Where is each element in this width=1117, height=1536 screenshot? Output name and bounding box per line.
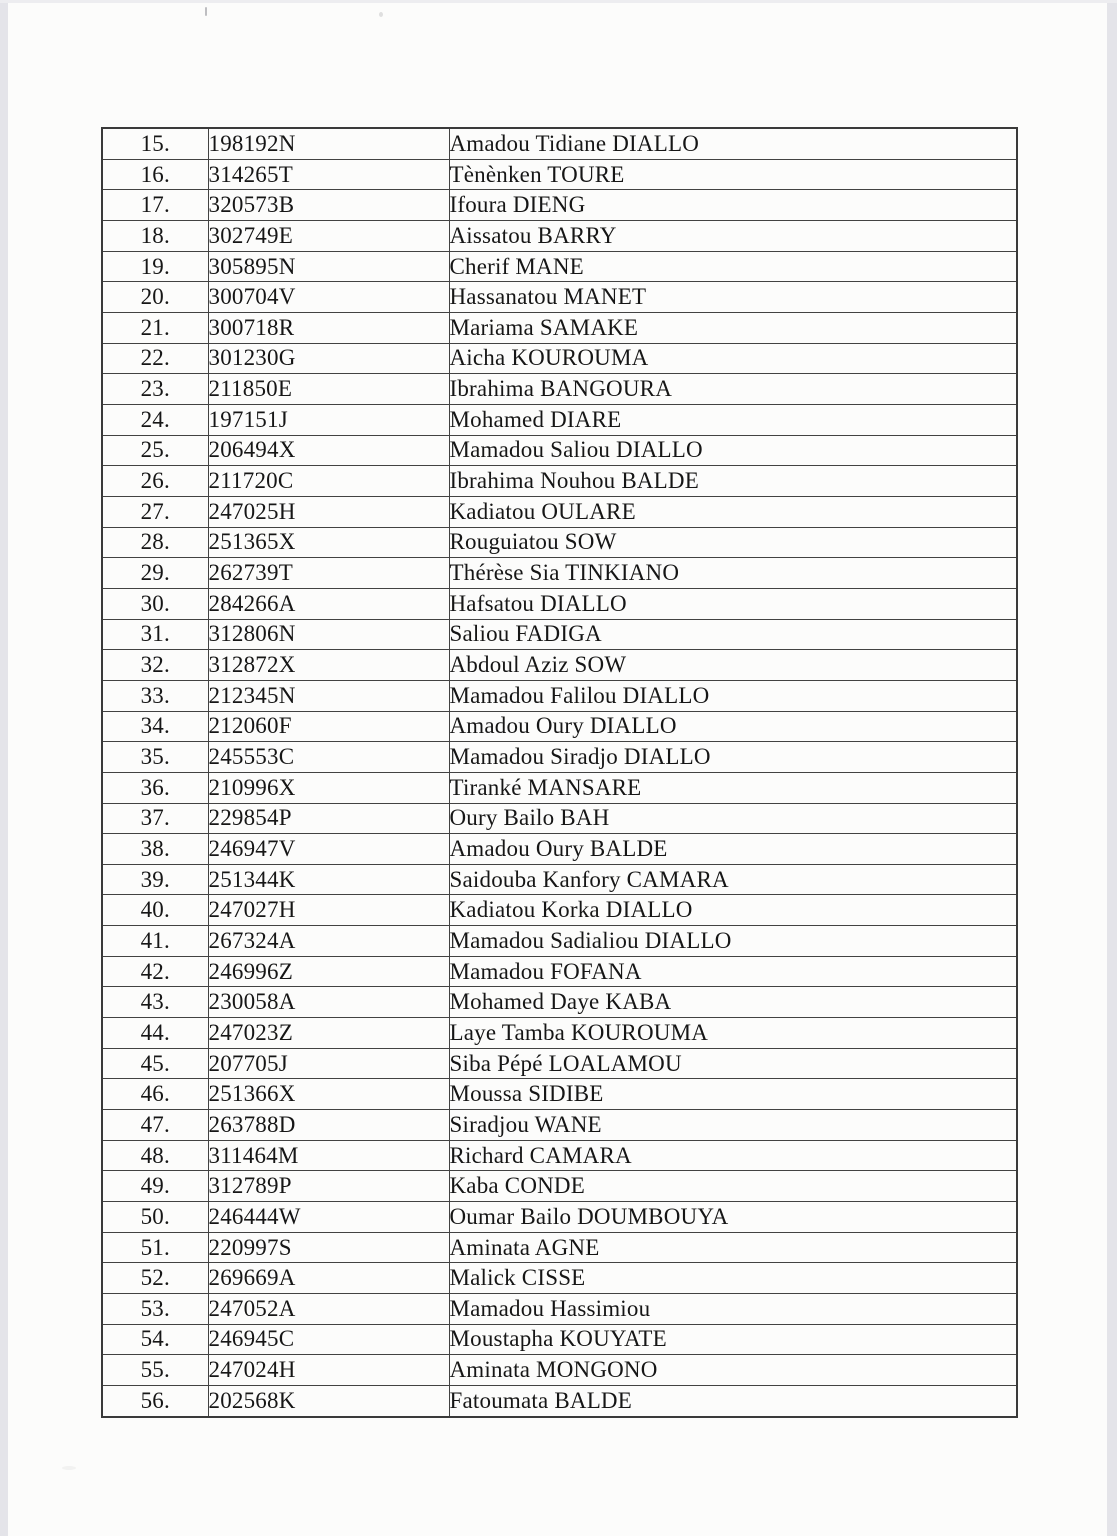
row-number-cell: 21.	[102, 313, 208, 344]
row-number-cell: 28.	[102, 527, 208, 558]
row-number-cell: 19.	[102, 251, 208, 282]
row-number-cell: 30.	[102, 588, 208, 619]
name-cell: Oury Bailo BAH	[449, 803, 1017, 834]
name-cell: Aissatou BARRY	[449, 221, 1017, 252]
table-row	[102, 1110, 1017, 1141]
row-number-cell: 15.	[102, 128, 208, 159]
table-row	[102, 527, 1017, 558]
table-row	[102, 1202, 1017, 1233]
row-number-cell: 46.	[102, 1079, 208, 1110]
name-cell: Kadiatou Korka DIALLO	[449, 895, 1017, 926]
table-row	[102, 404, 1017, 435]
id-code-cell: 211850E	[208, 374, 449, 405]
id-code-cell: 302749E	[208, 221, 449, 252]
row-number-cell: 39.	[102, 864, 208, 895]
name-cell: Richard CAMARA	[449, 1140, 1017, 1171]
id-code-cell: 246947V	[208, 834, 449, 865]
table-row	[102, 1294, 1017, 1325]
id-code-cell: 247023Z	[208, 1018, 449, 1049]
table-row	[102, 834, 1017, 865]
id-code-cell: 251365X	[208, 527, 449, 558]
table-row	[102, 282, 1017, 313]
row-number-cell: 43.	[102, 987, 208, 1018]
name-cell: Mamadou Hassimiou	[449, 1294, 1017, 1325]
name-cell: Mamadou Saliou DIALLO	[449, 435, 1017, 466]
name-cell: Kaba CONDE	[449, 1171, 1017, 1202]
name-cell: Cherif MANE	[449, 251, 1017, 282]
id-code-cell: 197151J	[208, 404, 449, 435]
id-code-cell: 312872X	[208, 650, 449, 681]
name-cell: Abdoul Aziz SOW	[449, 650, 1017, 681]
table-row	[102, 343, 1017, 374]
name-cell: Aminata AGNE	[449, 1232, 1017, 1263]
name-cell: Ibrahima BANGOURA	[449, 374, 1017, 405]
row-number-cell: 56.	[102, 1385, 208, 1417]
table-row	[102, 711, 1017, 742]
id-code-cell: 210996X	[208, 772, 449, 803]
id-code-cell: 212345N	[208, 680, 449, 711]
id-code-cell: 300704V	[208, 282, 449, 313]
name-cell: Mamadou Siradjo DIALLO	[449, 742, 1017, 773]
table-row	[102, 159, 1017, 190]
row-number-cell: 36.	[102, 772, 208, 803]
id-code-cell: 198192N	[208, 128, 449, 159]
name-cell: Amadou Oury BALDE	[449, 834, 1017, 865]
name-cell: Thérèse Sia TINKIANO	[449, 558, 1017, 589]
name-cell: Tènènken TOURE	[449, 159, 1017, 190]
row-number-cell: 51.	[102, 1232, 208, 1263]
table-row	[102, 374, 1017, 405]
id-code-cell: 251344K	[208, 864, 449, 895]
id-code-cell: 212060F	[208, 711, 449, 742]
table-row	[102, 619, 1017, 650]
table-row	[102, 1324, 1017, 1355]
name-cell: Moustapha KOUYATE	[449, 1324, 1017, 1355]
name-cell: Amadou Oury DIALLO	[449, 711, 1017, 742]
id-code-cell: 246945C	[208, 1324, 449, 1355]
table-row	[102, 987, 1017, 1018]
row-number-cell: 49.	[102, 1171, 208, 1202]
name-cell: Tiranké MANSARE	[449, 772, 1017, 803]
name-cell: Oumar Bailo DOUMBOUYA	[449, 1202, 1017, 1233]
id-code-cell: 246444W	[208, 1202, 449, 1233]
row-number-cell: 35.	[102, 742, 208, 773]
id-code-cell: 262739T	[208, 558, 449, 589]
table-row	[102, 1355, 1017, 1386]
table-row	[102, 435, 1017, 466]
id-code-cell: 229854P	[208, 803, 449, 834]
row-number-cell: 17.	[102, 190, 208, 221]
id-code-cell: 311464M	[208, 1140, 449, 1171]
row-number-cell: 22.	[102, 343, 208, 374]
id-code-cell: 207705J	[208, 1048, 449, 1079]
page-edge-left	[0, 0, 8, 1536]
registration-list-table	[101, 127, 1018, 1418]
name-cell: Fatoumata BALDE	[449, 1385, 1017, 1417]
id-code-cell: 247024H	[208, 1355, 449, 1386]
row-number-cell: 18.	[102, 221, 208, 252]
row-number-cell: 54.	[102, 1324, 208, 1355]
name-cell: Hafsatou DIALLO	[449, 588, 1017, 619]
row-number-cell: 48.	[102, 1140, 208, 1171]
id-code-cell: 251366X	[208, 1079, 449, 1110]
id-code-cell: 320573B	[208, 190, 449, 221]
row-number-cell: 38.	[102, 834, 208, 865]
id-code-cell: 206494X	[208, 435, 449, 466]
row-number-cell: 20.	[102, 282, 208, 313]
id-code-cell: 211720C	[208, 466, 449, 497]
table-row	[102, 864, 1017, 895]
row-number-cell: 24.	[102, 404, 208, 435]
table-row	[102, 926, 1017, 957]
page-edge-right	[1107, 0, 1117, 1536]
table-row	[102, 496, 1017, 527]
name-cell: Mohamed DIARE	[449, 404, 1017, 435]
name-cell: Aicha KOUROUMA	[449, 343, 1017, 374]
table-row	[102, 650, 1017, 681]
table-row	[102, 190, 1017, 221]
name-cell: Aminata MONGONO	[449, 1355, 1017, 1386]
row-number-cell: 33.	[102, 680, 208, 711]
row-number-cell: 37.	[102, 803, 208, 834]
name-cell: Mamadou FOFANA	[449, 956, 1017, 987]
name-cell: Mamadou Sadialiou DIALLO	[449, 926, 1017, 957]
name-cell: Siba Pépé LOALAMOU	[449, 1048, 1017, 1079]
row-number-cell: 27.	[102, 496, 208, 527]
row-number-cell: 29.	[102, 558, 208, 589]
row-number-cell: 55.	[102, 1355, 208, 1386]
row-number-cell: 25.	[102, 435, 208, 466]
row-number-cell: 52.	[102, 1263, 208, 1294]
id-code-cell: 284266A	[208, 588, 449, 619]
id-code-cell: 267324A	[208, 926, 449, 957]
name-cell: Mamadou Falilou DIALLO	[449, 680, 1017, 711]
table-row	[102, 1048, 1017, 1079]
table-row	[102, 803, 1017, 834]
id-code-cell: 247027H	[208, 895, 449, 926]
name-cell: Laye Tamba KOUROUMA	[449, 1018, 1017, 1049]
name-cell: Saidouba Kanfory CAMARA	[449, 864, 1017, 895]
name-cell: Ifoura DIENG	[449, 190, 1017, 221]
name-cell: Saliou FADIGA	[449, 619, 1017, 650]
row-number-cell: 32.	[102, 650, 208, 681]
name-cell: Moussa SIDIBE	[449, 1079, 1017, 1110]
table-row	[102, 1263, 1017, 1294]
table-row	[102, 128, 1017, 159]
id-code-cell: 312806N	[208, 619, 449, 650]
page-edge-top	[0, 0, 1117, 3]
row-number-cell: 41.	[102, 926, 208, 957]
table-row	[102, 1385, 1017, 1417]
table-row	[102, 588, 1017, 619]
scan-artifact	[205, 7, 207, 16]
table-row	[102, 1140, 1017, 1171]
scan-artifact	[379, 12, 383, 17]
id-code-cell: 314265T	[208, 159, 449, 190]
name-cell: Mariama SAMAKE	[449, 313, 1017, 344]
table-row	[102, 221, 1017, 252]
row-number-cell: 23.	[102, 374, 208, 405]
name-cell: Amadou Tidiane DIALLO	[449, 128, 1017, 159]
table-row	[102, 466, 1017, 497]
row-number-cell: 40.	[102, 895, 208, 926]
row-number-cell: 44.	[102, 1018, 208, 1049]
table-row	[102, 772, 1017, 803]
name-cell: Siradjou WANE	[449, 1110, 1017, 1141]
id-code-cell: 245553C	[208, 742, 449, 773]
row-number-cell: 53.	[102, 1294, 208, 1325]
table-row	[102, 313, 1017, 344]
row-number-cell: 16.	[102, 159, 208, 190]
scan-artifact	[62, 1466, 76, 1470]
name-cell: Kadiatou OULARE	[449, 496, 1017, 527]
id-code-cell: 246996Z	[208, 956, 449, 987]
table-row	[102, 1232, 1017, 1263]
row-number-cell: 42.	[102, 956, 208, 987]
table-row	[102, 558, 1017, 589]
row-number-cell: 50.	[102, 1202, 208, 1233]
name-cell: Hassanatou MANET	[449, 282, 1017, 313]
table-row	[102, 956, 1017, 987]
id-code-cell: 220997S	[208, 1232, 449, 1263]
table-row	[102, 680, 1017, 711]
table-row	[102, 1079, 1017, 1110]
name-cell: Rouguiatou SOW	[449, 527, 1017, 558]
id-code-cell: 312789P	[208, 1171, 449, 1202]
table-row	[102, 251, 1017, 282]
table-row	[102, 742, 1017, 773]
id-code-cell: 247025H	[208, 496, 449, 527]
id-code-cell: 247052A	[208, 1294, 449, 1325]
id-code-cell: 230058A	[208, 987, 449, 1018]
row-number-cell: 34.	[102, 711, 208, 742]
name-cell: Mohamed Daye KABA	[449, 987, 1017, 1018]
row-number-cell: 26.	[102, 466, 208, 497]
row-number-cell: 31.	[102, 619, 208, 650]
table-row	[102, 1018, 1017, 1049]
id-code-cell: 305895N	[208, 251, 449, 282]
row-number-cell: 45.	[102, 1048, 208, 1079]
name-cell: Malick CISSE	[449, 1263, 1017, 1294]
row-number-cell: 47.	[102, 1110, 208, 1141]
id-code-cell: 301230G	[208, 343, 449, 374]
id-code-cell: 202568K	[208, 1385, 449, 1417]
id-code-cell: 263788D	[208, 1110, 449, 1141]
table-row	[102, 1171, 1017, 1202]
id-code-cell: 269669A	[208, 1263, 449, 1294]
name-cell: Ibrahima Nouhou BALDE	[449, 466, 1017, 497]
table-row	[102, 895, 1017, 926]
id-code-cell: 300718R	[208, 313, 449, 344]
